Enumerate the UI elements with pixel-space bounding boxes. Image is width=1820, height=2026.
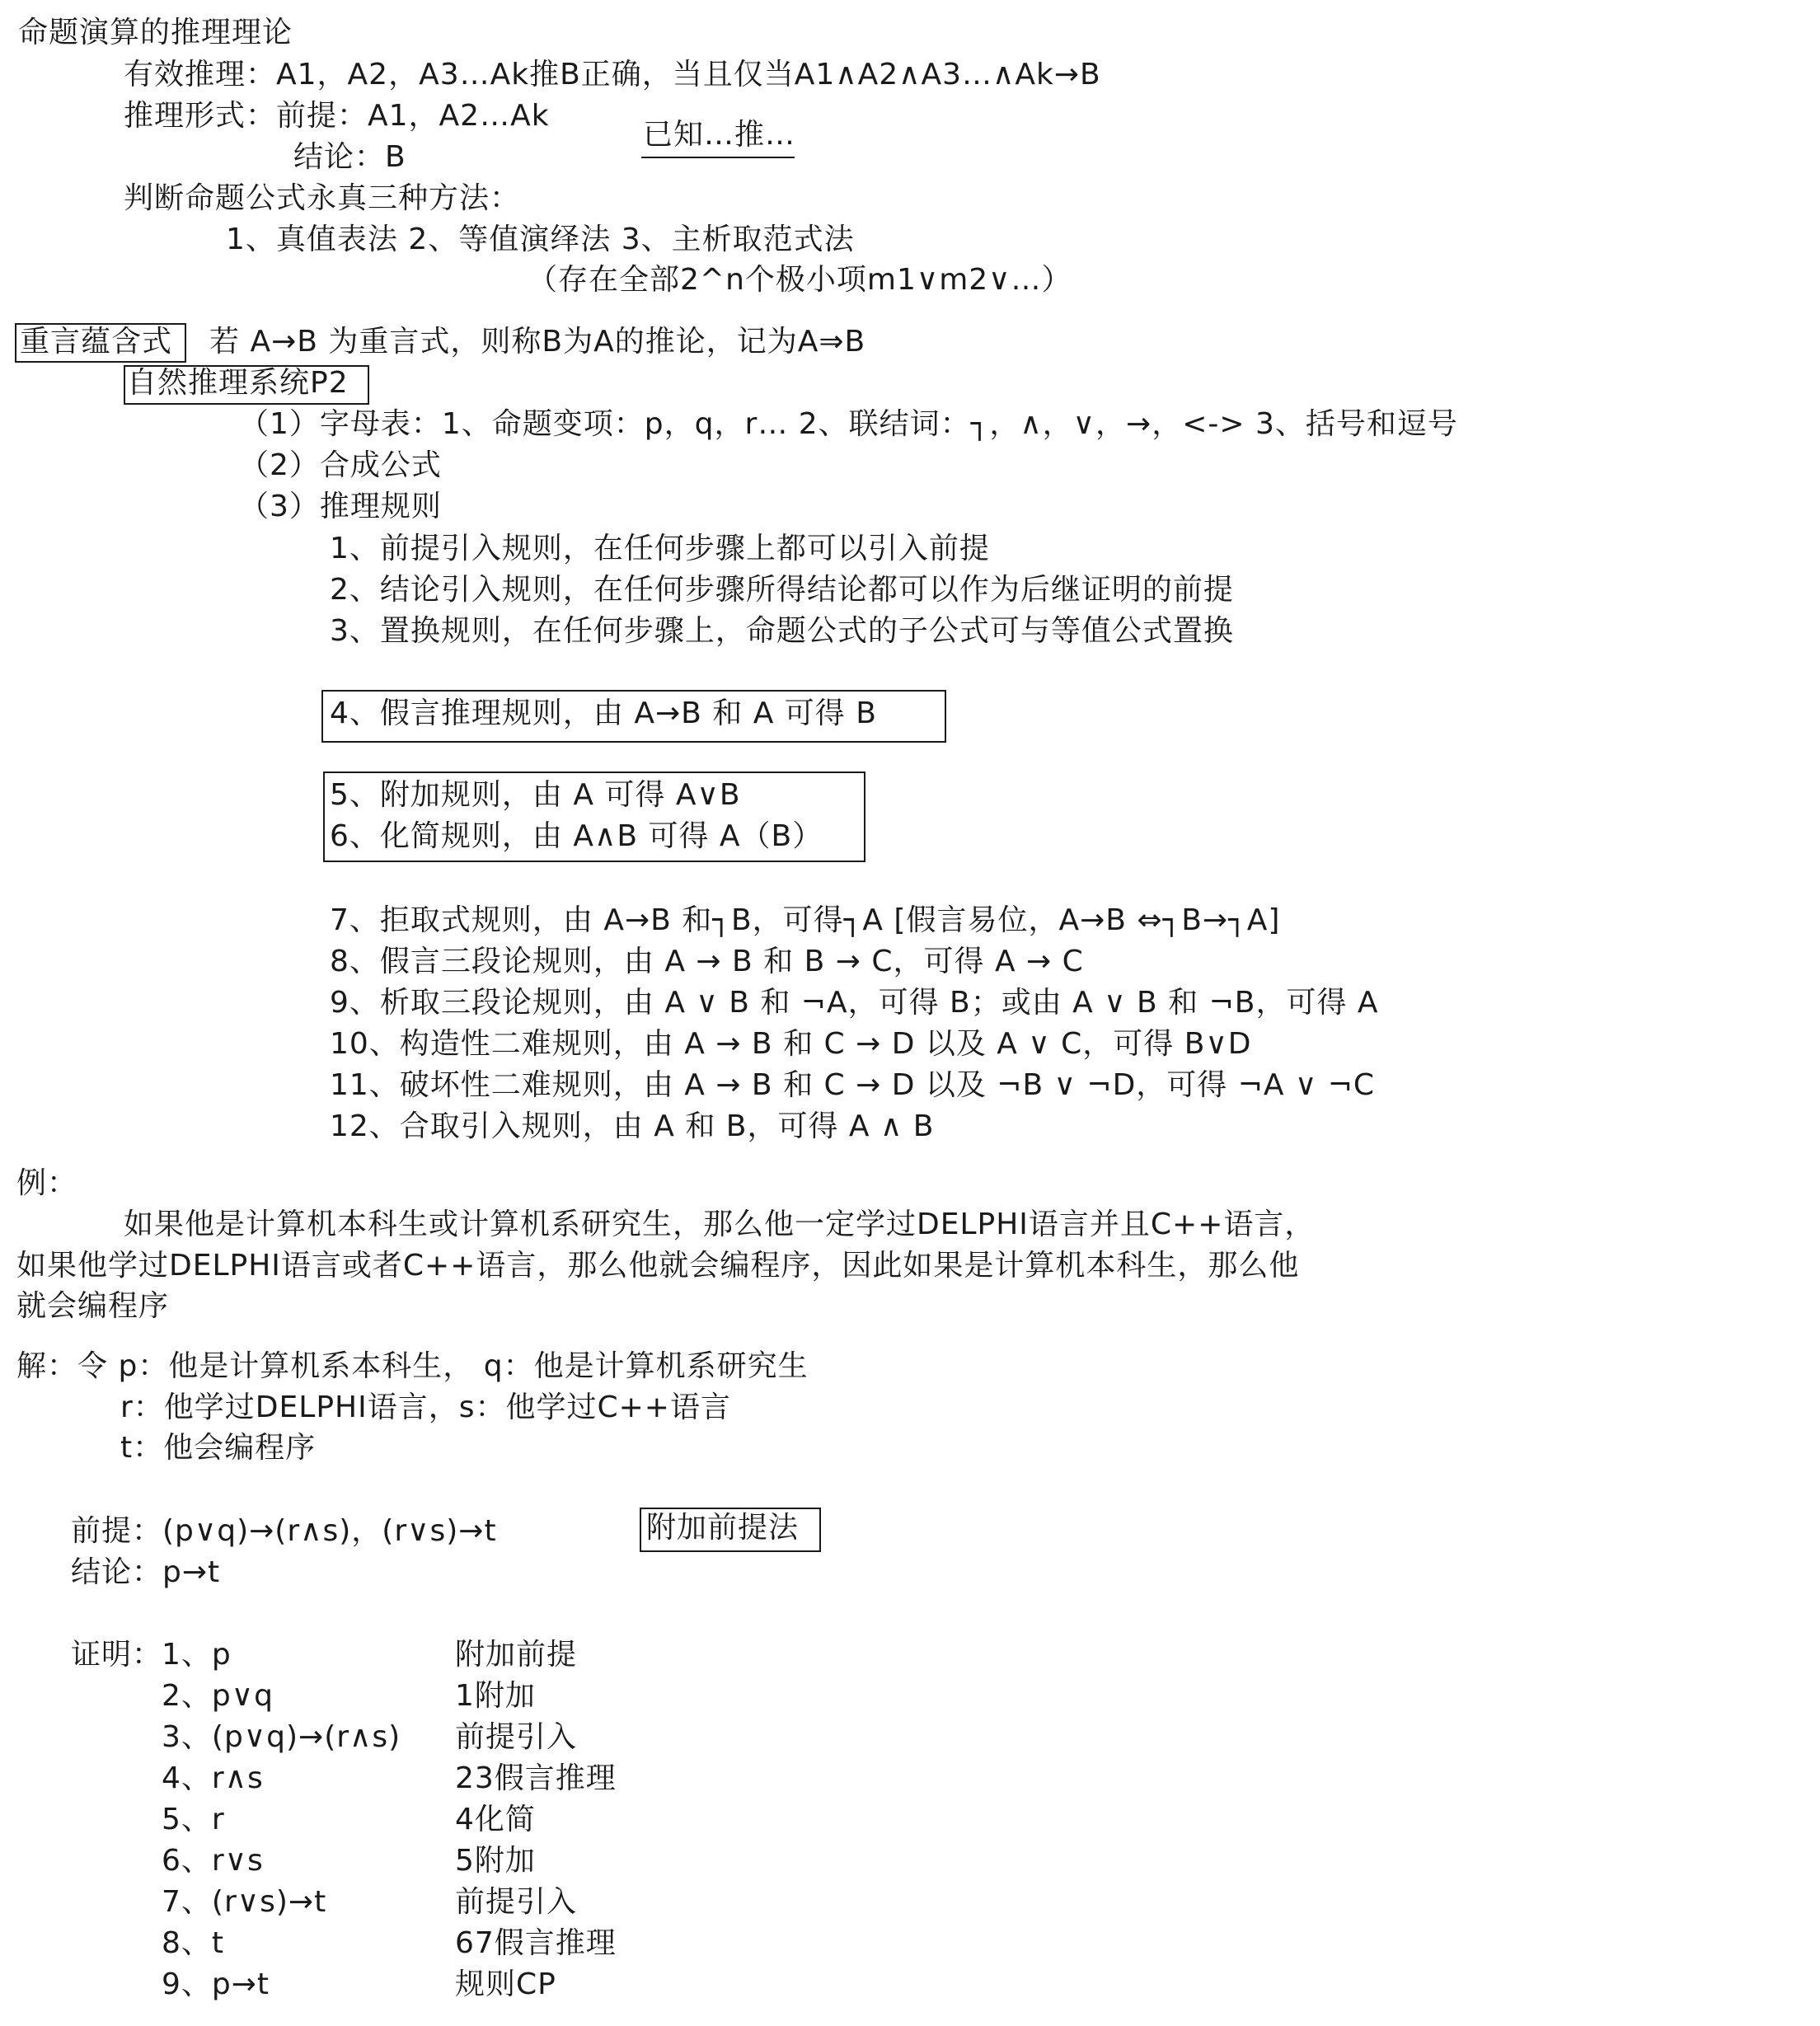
proof-step-9: 9、p→t xyxy=(162,1967,270,2001)
inference-form-premise: 推理形式：前提：A1，A2…Ak xyxy=(124,99,550,133)
proof-reason-8: 67假言推理 xyxy=(455,1926,617,1960)
example-line-1: 如果他是计算机本科生或计算机系研究生，那么他一定学过DELPHI语言并且C++语言， xyxy=(124,1208,1316,1241)
valid-inference-definition: 有效推理：A1，A2，A3…Ak推B正确，当且仅当A1∧A2∧A3…∧Ak→B xyxy=(124,58,1101,91)
solution-line-1: 解：令 p：他是计算机系本科生， q：他是计算机系研究生 xyxy=(16,1349,809,1383)
proof-step-7: 7、(r∨s)→t xyxy=(162,1885,327,1919)
rule-10: 10、构造性二难规则，由 A → B 和 C → D 以及 A ∨ C，可得 B∨D xyxy=(330,1027,1252,1061)
proof-step-4: 4、r∧s xyxy=(162,1761,264,1795)
proof-reason-1: 附加前提 xyxy=(455,1638,578,1672)
proof-step-8: 8、t xyxy=(162,1926,225,1960)
proof-prefix: 证明： xyxy=(71,1638,163,1672)
known-note: 已知…推… xyxy=(643,118,796,152)
proof-reason-2: 1附加 xyxy=(455,1679,536,1713)
solution-line-3: t：他会编程序 xyxy=(120,1431,317,1465)
rule-4: 4、假言推理规则，由 A→B 和 A 可得 B xyxy=(330,696,877,730)
method-label: 附加前提法 xyxy=(646,1511,800,1545)
proof-step-3: 3、(p∨q)→(r∧s) xyxy=(162,1720,401,1754)
proof-step-5: 5、r xyxy=(162,1803,225,1836)
rule-9: 9、析取三段论规则，由 A ∨ B 和 ¬A，可得 B；或由 A ∨ B 和 ¬B，可得 A xyxy=(330,986,1379,1020)
inference-form-conclusion: 结论：B xyxy=(293,140,406,174)
rule-2: 2、结论引入规则，在任何步骤所得结论都可以作为后继证明的前提 xyxy=(330,573,1234,607)
proof-reason-7: 前提引入 xyxy=(455,1885,578,1919)
proof-reason-5: 4化简 xyxy=(455,1803,536,1836)
known-note-underline xyxy=(641,157,795,158)
rule-11: 11、破坏性二难规则，由 A → B 和 C → D 以及 ¬B ∨ ¬D，可得 ¬A ∨ ¬C xyxy=(330,1068,1376,1102)
rule-7: 7、拒取式规则，由 A→B 和┐B，可得┐A [假言易位，A→B ⇔┐B→┐A] xyxy=(330,903,1281,937)
natural-system-item-1: （1）字母表：1、命题变项：p，q，r… 2、联结词：┐，∧，∨，→，<-> 3、括号和逗号 xyxy=(239,407,1458,441)
tautology-methods-heading: 判断命题公式永真三种方法： xyxy=(124,181,521,215)
proof-step-6: 6、r∨s xyxy=(162,1844,264,1878)
rule-8: 8、假言三段论规则，由 A → B 和 B → C，可得 A → C xyxy=(330,945,1084,978)
rule-12: 12、合取引入规则，由 A 和 B，可得 A ∧ B xyxy=(330,1109,935,1143)
proof-reason-9: 规则CP xyxy=(455,1967,556,2001)
proof-reason-6: 5附加 xyxy=(455,1844,536,1878)
example-line-3: 就会编程序 xyxy=(16,1289,170,1323)
example-label: 例： xyxy=(16,1166,78,1200)
tautological-implication-text: 若 A→B 为重言式，则称B为A的推论，记为A⇒B xyxy=(209,325,866,359)
example-line-2: 如果他学过DELPHI语言或者C++语言，那么他就会编程序，因此如果是计算机本科生，那么他 xyxy=(16,1249,1300,1283)
natural-system-item-2: （2）合成公式 xyxy=(239,448,442,482)
solution-premise: 前提：(p∨q)→(r∧s)，(r∨s)→t xyxy=(71,1514,497,1548)
tautology-methods-note: （存在全部2^n个极小项m1∨m2∨…） xyxy=(528,263,1072,297)
proof-reason-4: 23假言推理 xyxy=(455,1761,617,1795)
proof-reason-3: 前提引入 xyxy=(455,1720,578,1754)
proof-step-2: 2、p∨q xyxy=(162,1679,274,1713)
solution-conclusion: 结论：p→t xyxy=(71,1555,221,1589)
rule-6: 6、化简规则，由 A∧B 可得 A（B） xyxy=(330,819,823,853)
section-title: 命题演算的推理理论 xyxy=(18,16,293,49)
rule-1: 1、前提引入规则，在任何步骤上都可以引入前提 xyxy=(330,532,990,565)
natural-system-item-3: （3）推理规则 xyxy=(239,490,442,523)
solution-line-2: r：他学过DELPHI语言，s：他学过C++语言 xyxy=(120,1391,731,1424)
rule-3: 3、置换规则，在任何步骤上，命题公式的子公式可与等值公式置换 xyxy=(330,614,1234,648)
tautological-implication-label: 重言蕴含式 xyxy=(20,325,173,359)
natural-system-label: 自然推理系统P2 xyxy=(127,366,349,400)
rule-5: 5、附加规则，由 A 可得 A∨B xyxy=(330,778,741,812)
tautology-methods-list: 1、真值表法 2、等值演绎法 3、主析取范式法 xyxy=(226,223,855,256)
proof-step-1: 1、p xyxy=(162,1638,232,1672)
